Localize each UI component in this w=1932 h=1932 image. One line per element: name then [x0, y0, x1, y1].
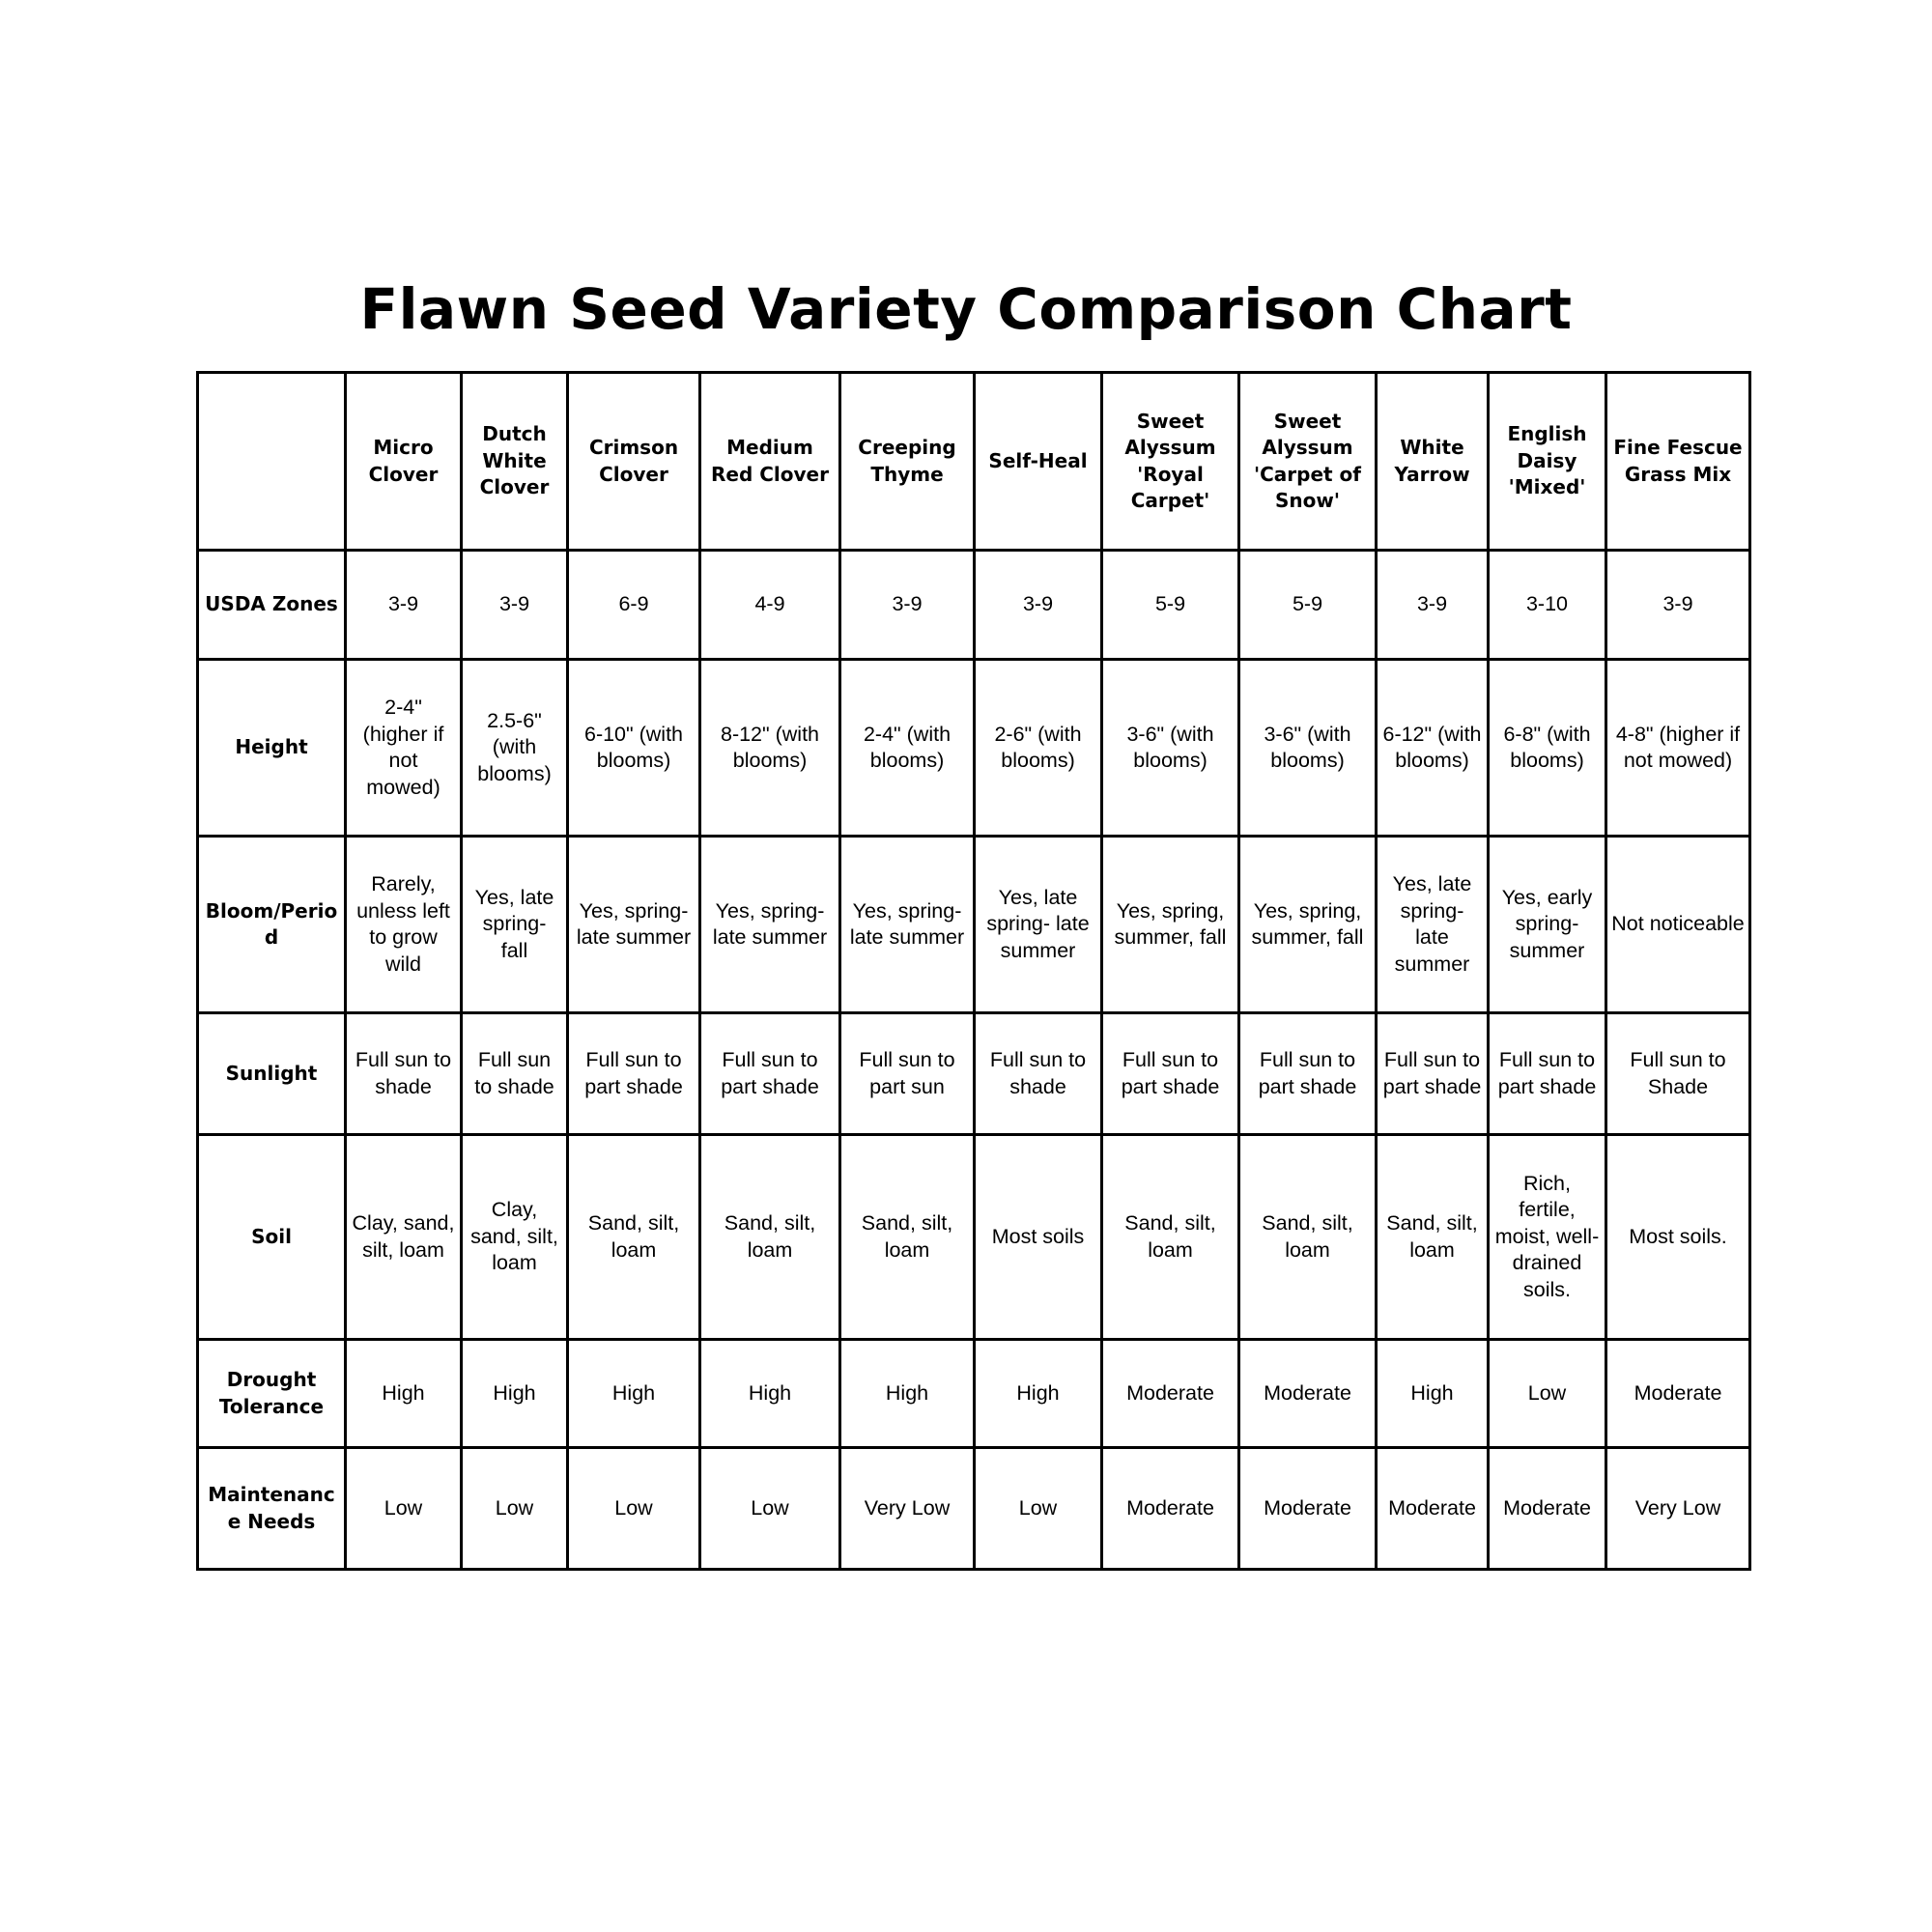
table-cell: 8-12" (with blooms)	[700, 660, 840, 837]
table-cell: Sand, silt, loam	[840, 1135, 975, 1340]
table-row-soil	[198, 1135, 1750, 1340]
table-cell: 5-9	[1102, 551, 1239, 660]
table-cell: Full sun to part sun	[840, 1013, 975, 1135]
column-header: Sweet Alyssum 'Carpet of Snow'	[1239, 373, 1377, 551]
table-cell: Full sun to shade	[346, 1013, 462, 1135]
table-cell: High	[700, 1340, 840, 1448]
table-cell: Low	[346, 1448, 462, 1570]
table-cell: 2-6" (with blooms)	[975, 660, 1102, 837]
table-cell: 3-9	[1377, 551, 1489, 660]
column-header: Dutch White Clover	[462, 373, 568, 551]
table-cell: Moderate	[1102, 1448, 1239, 1570]
table-cell: Low	[1489, 1340, 1606, 1448]
table-cell: Full sun to part shade	[568, 1013, 700, 1135]
table-cell: Full sun to shade	[975, 1013, 1102, 1135]
table-cell: Yes, spring- late summer	[700, 837, 840, 1013]
column-header: Self-Heal	[975, 373, 1102, 551]
table-cell: 3-9	[1606, 551, 1750, 660]
column-header: Micro Clover	[346, 373, 462, 551]
table-cell: High	[840, 1340, 975, 1448]
table-cell: Yes, late spring- fall	[462, 837, 568, 1013]
table-cell: Rich, fertile, moist, well-drained soils.	[1489, 1135, 1606, 1340]
table-cell: 3-10	[1489, 551, 1606, 660]
table-cell: Low	[700, 1448, 840, 1570]
table-cell: Sand, silt, loam	[1102, 1135, 1239, 1340]
row-label: USDA Zones	[198, 551, 346, 660]
table-cell: 3-9	[840, 551, 975, 660]
table-cell: 3-6" (with blooms)	[1239, 660, 1377, 837]
table-cell: Sand, silt, loam	[568, 1135, 700, 1340]
table-cell: Moderate	[1102, 1340, 1239, 1448]
table-cell: Full sun to Shade	[1606, 1013, 1750, 1135]
table-cell: Yes, early spring- summer	[1489, 837, 1606, 1013]
row-label: Bloom/Period	[198, 837, 346, 1013]
table-cell: Yes, spring, summer, fall	[1239, 837, 1377, 1013]
table-cell: 6-9	[568, 551, 700, 660]
table-cell: Full sun to part shade	[700, 1013, 840, 1135]
table-cell: High	[346, 1340, 462, 1448]
table-cell: Yes, late spring- late summer	[975, 837, 1102, 1013]
table-cell: Most soils.	[1606, 1135, 1750, 1340]
table-cell: Full sun to part shade	[1377, 1013, 1489, 1135]
table-cell: High	[975, 1340, 1102, 1448]
table-cell: 3-9	[462, 551, 568, 660]
table-cell: Yes, spring- late summer	[568, 837, 700, 1013]
table-cell: Yes, spring, summer, fall	[1102, 837, 1239, 1013]
table-cell: 6-8" (with blooms)	[1489, 660, 1606, 837]
table-cell: 6-12" (with blooms)	[1377, 660, 1489, 837]
table-cell: Very Low	[840, 1448, 975, 1570]
table-cell: High	[568, 1340, 700, 1448]
table-cell: 3-6" (with blooms)	[1102, 660, 1239, 837]
row-label: Drought Tolerance	[198, 1340, 346, 1448]
table-row-usda-zones	[198, 551, 1750, 660]
table-cell: Sand, silt, loam	[1239, 1135, 1377, 1340]
table-cell: Very Low	[1606, 1448, 1750, 1570]
table-cell: Sand, silt, loam	[1377, 1135, 1489, 1340]
page-title: Flawn Seed Variety Comparison Chart	[359, 276, 1573, 342]
column-header: English Daisy 'Mixed'	[1489, 373, 1606, 551]
table-cell: 2.5-6" (with blooms)	[462, 660, 568, 837]
table-cell: 2-4" (with blooms)	[840, 660, 975, 837]
corner-cell	[198, 373, 346, 551]
table-cell: Moderate	[1239, 1340, 1377, 1448]
table-cell: Sand, silt, loam	[700, 1135, 840, 1340]
table-cell: 6-10" (with blooms)	[568, 660, 700, 837]
table-cell: Full sun to shade	[462, 1013, 568, 1135]
table-cell: Moderate	[1377, 1448, 1489, 1570]
table-cell: High	[462, 1340, 568, 1448]
table-cell: 4-9	[700, 551, 840, 660]
table-cell: Moderate	[1606, 1340, 1750, 1448]
row-label: Sunlight	[198, 1013, 346, 1135]
table-cell: Clay, sand, silt, loam	[346, 1135, 462, 1340]
table-cell: Moderate	[1489, 1448, 1606, 1570]
column-header: Medium Red Clover	[700, 373, 840, 551]
table-cell: Full sun to part shade	[1102, 1013, 1239, 1135]
table-cell: Not noticeable	[1606, 837, 1750, 1013]
column-header: White Yarrow	[1377, 373, 1489, 551]
row-label: Soil	[198, 1135, 346, 1340]
table-row-sunlight	[198, 1013, 1750, 1135]
column-header: Creeping Thyme	[840, 373, 975, 551]
table-cell: Low	[462, 1448, 568, 1570]
table-cell: 3-9	[975, 551, 1102, 660]
column-header: Crimson Clover	[568, 373, 700, 551]
table-cell: 3-9	[346, 551, 462, 660]
header-row	[198, 373, 1750, 551]
table-cell: Low	[568, 1448, 700, 1570]
column-header: Sweet Alyssum 'Royal Carpet'	[1102, 373, 1239, 551]
table-cell: 4-8" (higher if not mowed)	[1606, 660, 1750, 837]
table-row-bloom-period	[198, 837, 1750, 1013]
table-row-drought-tolerance	[198, 1340, 1750, 1448]
table-cell: Moderate	[1239, 1448, 1377, 1570]
table-cell: Full sun to part shade	[1489, 1013, 1606, 1135]
table-cell: Rarely, unless left to grow wild	[346, 837, 462, 1013]
row-label: Maintenance Needs	[198, 1448, 346, 1570]
table-cell: Low	[975, 1448, 1102, 1570]
table-cell: Yes, late spring- late summer	[1377, 837, 1489, 1013]
table-row-height	[198, 660, 1750, 837]
table-cell: Most soils	[975, 1135, 1102, 1340]
table-cell: High	[1377, 1340, 1489, 1448]
table-row-maintenance-needs	[198, 1448, 1750, 1570]
table-cell: 2-4" (higher if not mowed)	[346, 660, 462, 837]
table-cell: Full sun to part shade	[1239, 1013, 1377, 1135]
table-cell: Clay, sand, silt, loam	[462, 1135, 568, 1340]
table-cell: Yes, spring- late summer	[840, 837, 975, 1013]
column-header: Fine Fescue Grass Mix	[1606, 373, 1750, 551]
table-cell: 5-9	[1239, 551, 1377, 660]
row-label: Height	[198, 660, 346, 837]
comparison-table	[196, 371, 1751, 1571]
